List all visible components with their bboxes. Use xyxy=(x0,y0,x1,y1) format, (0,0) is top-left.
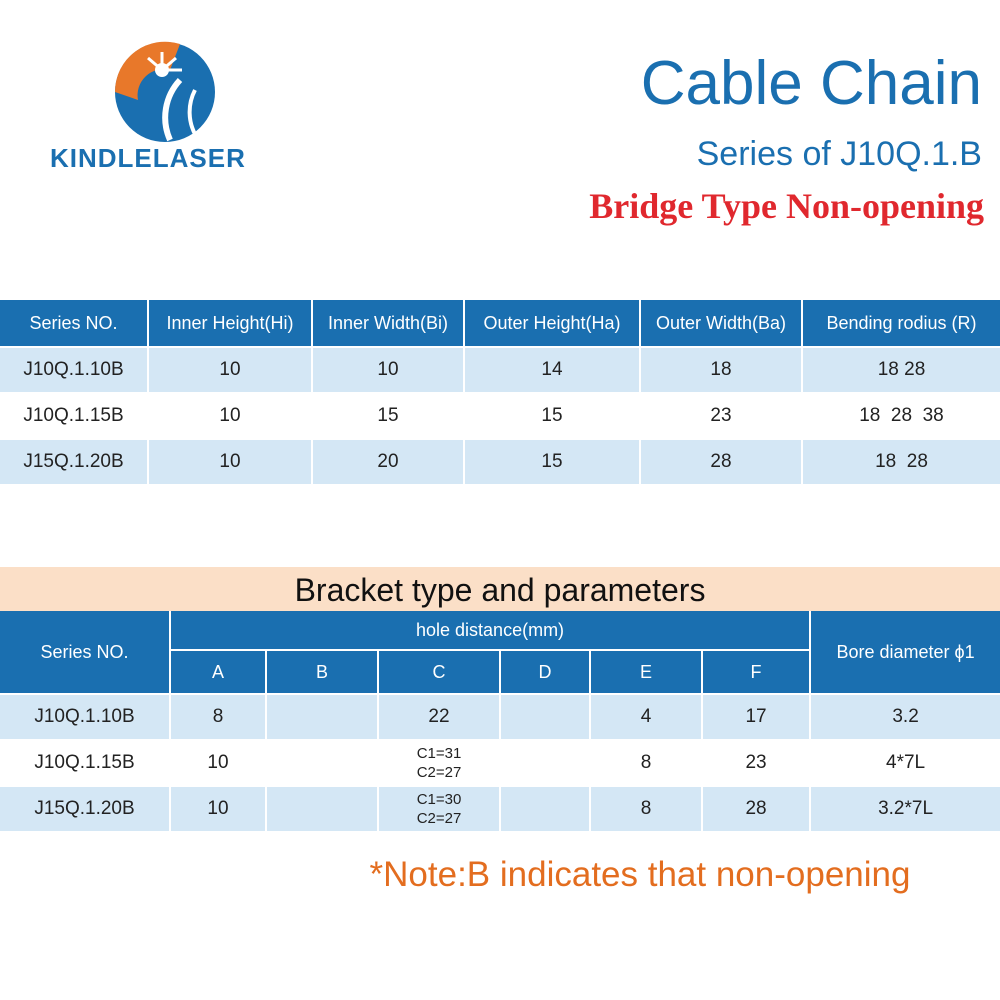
table-cell: 10 xyxy=(148,439,312,484)
column-header-f: F xyxy=(702,650,810,694)
table-cell xyxy=(266,786,378,831)
table-cell: 8 xyxy=(170,694,266,740)
table-cell xyxy=(500,740,590,786)
table-cell xyxy=(266,740,378,786)
spec-header-cell: Inner Height(Hi) xyxy=(148,300,312,347)
table-row xyxy=(0,439,1000,484)
table-row xyxy=(0,786,1000,831)
table-cell: 3.2 xyxy=(810,694,1000,740)
table-cell: J10Q.1.10B xyxy=(0,694,170,740)
table-cell: J10Q.1.15B xyxy=(0,740,170,786)
table-cell: 8 xyxy=(590,740,702,786)
logo-text: KINDLELASER xyxy=(50,143,246,173)
footnote: *Note:B indicates that non-opening xyxy=(369,855,911,894)
table-cell: 4*7L xyxy=(810,740,1000,786)
c1-value: C1=31 xyxy=(416,745,462,762)
c2-value: C2=27 xyxy=(416,810,462,827)
spec-table xyxy=(0,300,1000,484)
table-row xyxy=(0,393,1000,439)
table-cell: J10Q.1.15B xyxy=(0,393,148,439)
c2-value: C2=27 xyxy=(416,764,462,781)
table-cell xyxy=(500,694,590,740)
table-cell: 3.2*7L xyxy=(810,786,1000,831)
table-cell: 28 xyxy=(640,439,802,484)
table-cell: 23 xyxy=(640,393,802,439)
page-title: Cable Chain xyxy=(640,49,982,118)
table-cell: 20 xyxy=(312,439,464,484)
table-cell: 8 xyxy=(590,786,702,831)
table-cell: 15 xyxy=(312,393,464,439)
column-header-a: A xyxy=(170,650,266,694)
table-cell-c xyxy=(378,740,500,786)
table-cell: 10 xyxy=(148,347,312,393)
table-cell xyxy=(266,694,378,740)
table-cell: 15 xyxy=(464,439,640,484)
spec-header-row xyxy=(0,300,1000,347)
spec-header-cell: Outer Width(Ba) xyxy=(640,300,802,347)
table-cell: 14 xyxy=(464,347,640,393)
table-cell: 4 xyxy=(590,694,702,740)
table-cell: 22 xyxy=(378,694,500,740)
c1-value: C1=30 xyxy=(416,791,462,808)
bracket-section-title: Bracket type and parameters xyxy=(0,567,1000,611)
column-header-c: C xyxy=(378,650,500,694)
bracket-series-header: Series NO. xyxy=(0,611,170,694)
table-cell: J10Q.1.10B xyxy=(0,347,148,393)
table-row xyxy=(0,740,1000,786)
column-header-b: B xyxy=(266,650,378,694)
spec-header-cell: Series NO. xyxy=(0,300,148,347)
table-cell: 15 xyxy=(464,393,640,439)
table-row xyxy=(0,347,1000,393)
column-header-d: D xyxy=(500,650,590,694)
brand-logo xyxy=(40,40,300,180)
table-cell: 18 28 xyxy=(802,347,1000,393)
table-cell: 28 xyxy=(702,786,810,831)
table-cell: 18 xyxy=(640,347,802,393)
column-header-e: E xyxy=(590,650,702,694)
table-cell: 10 xyxy=(148,393,312,439)
bracket-header-row xyxy=(0,611,1000,650)
table-cell-c xyxy=(378,786,500,831)
table-cell: 23 xyxy=(702,740,810,786)
table-cell: 10 xyxy=(170,786,266,831)
table-cell: 10 xyxy=(170,740,266,786)
table-cell: J15Q.1.20B xyxy=(0,439,148,484)
table-cell: 18 28 38 xyxy=(802,393,1000,439)
table-cell: 18 28 xyxy=(802,439,1000,484)
spec-header-cell: Outer Height(Ha) xyxy=(464,300,640,347)
table-cell xyxy=(500,786,590,831)
series-subtitle: Series of J10Q.1.B xyxy=(696,135,982,173)
table-cell: J15Q.1.20B xyxy=(0,786,170,831)
table-row xyxy=(0,694,1000,740)
hole-distance-header: hole distance(mm) xyxy=(170,611,810,650)
table-cell: 17 xyxy=(702,694,810,740)
bracket-table xyxy=(0,611,1000,831)
spec-header-cell: Bending rodius (R) xyxy=(802,300,1000,347)
type-subtitle: Bridge Type Non-opening xyxy=(589,186,984,226)
table-cell: 10 xyxy=(312,347,464,393)
spec-header-cell: Inner Width(Bi) xyxy=(312,300,464,347)
kindlelaser-logo-icon xyxy=(110,40,220,145)
bore-diameter-header: Bore diameter ϕ1 xyxy=(810,611,1000,694)
